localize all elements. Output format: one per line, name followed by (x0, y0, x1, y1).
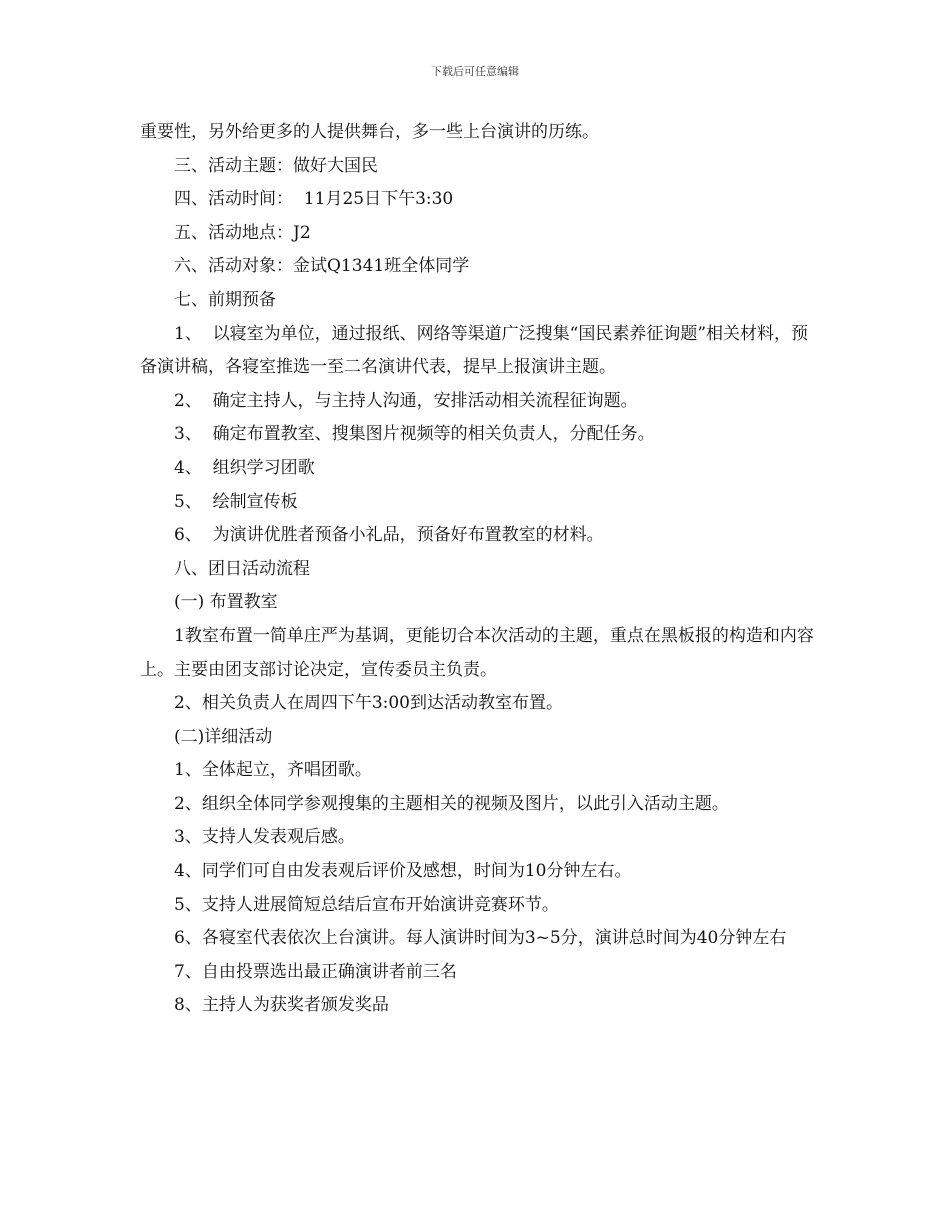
paragraph: 六、活动对象：金试Q1341班全体同学 (174, 256, 470, 277)
document-body (140, 116, 820, 1023)
page-header-note: 下载后可任意编辑 (431, 65, 519, 78)
paragraph: 七、前期预备 (174, 289, 276, 310)
paragraph: 6、 为演讲优胜者预备小礼品，预备好布置教室的材料。 (174, 525, 604, 546)
paragraph: 1教室布置一简单庄严为基调，更能切合本次活动的主题，重点在黑板报的构造和内容上。主要由团支部讨论决定，宣传委员主负责。 (140, 625, 814, 680)
paragraph: 四、活动时间： 11月25日下午3:30 (174, 189, 454, 210)
paragraph: 3、 确定布置教室、搜集图片视频等的相关负责人，分配任务。 (174, 424, 655, 445)
paragraph: 5、 绘制宣传板 (174, 491, 298, 512)
paragraph: 8、主持人为获奖者颁发奖品 (174, 995, 389, 1016)
paragraph: 重要性，另外给更多的人提供舞台，多一些上台演讲的历练。 (140, 122, 599, 142)
paragraph: 五、活动地点：J2 (174, 222, 311, 243)
paragraph: (一) 布置教室 (174, 592, 278, 613)
paragraph: 3、支持人发表观后感。 (174, 827, 355, 848)
paragraph: 1、 以寝室为单位，通过报纸、网络等渠道广泛搜集“国民素养征询题”相关材料，预备演讲稿，各寝室推选一至二名演讲代表，提早上报演讲主题。 (140, 323, 809, 378)
paragraph: 2、相关负责人在周四下午3:00到达活动教室布置。 (174, 693, 563, 714)
paragraph: 2、组织全体同学参观搜集的主题相关的视频及图片，以此引入活动主题。 (174, 793, 729, 814)
paragraph: 2、 确定主持人，与主持人沟通，安排活动相关流程征询题。 (174, 390, 638, 411)
paragraph: 6、各寝室代表依次上台演讲。每人演讲时间为3~5分，演讲总时间为40分钟左右 (174, 928, 787, 949)
paragraph: 八、团日活动流程 (174, 558, 310, 579)
paragraph: 4、同学们可自由发表观后评价及感想，时间为10分钟左右。 (174, 861, 632, 882)
paragraph: 4、 组织学习团歌 (174, 457, 315, 478)
paragraph: (二)详细活动 (174, 726, 273, 747)
paragraph: 7、自由投票选出最正确演讲者前三名 (174, 961, 457, 982)
paragraph: 1、全体起立，齐唱团歌。 (174, 760, 372, 781)
paragraph: 三、活动主题：做好大国民 (174, 155, 378, 176)
paragraph: 5、支持人进展简短总结后宣布开始演讲竞赛环节。 (174, 894, 559, 915)
